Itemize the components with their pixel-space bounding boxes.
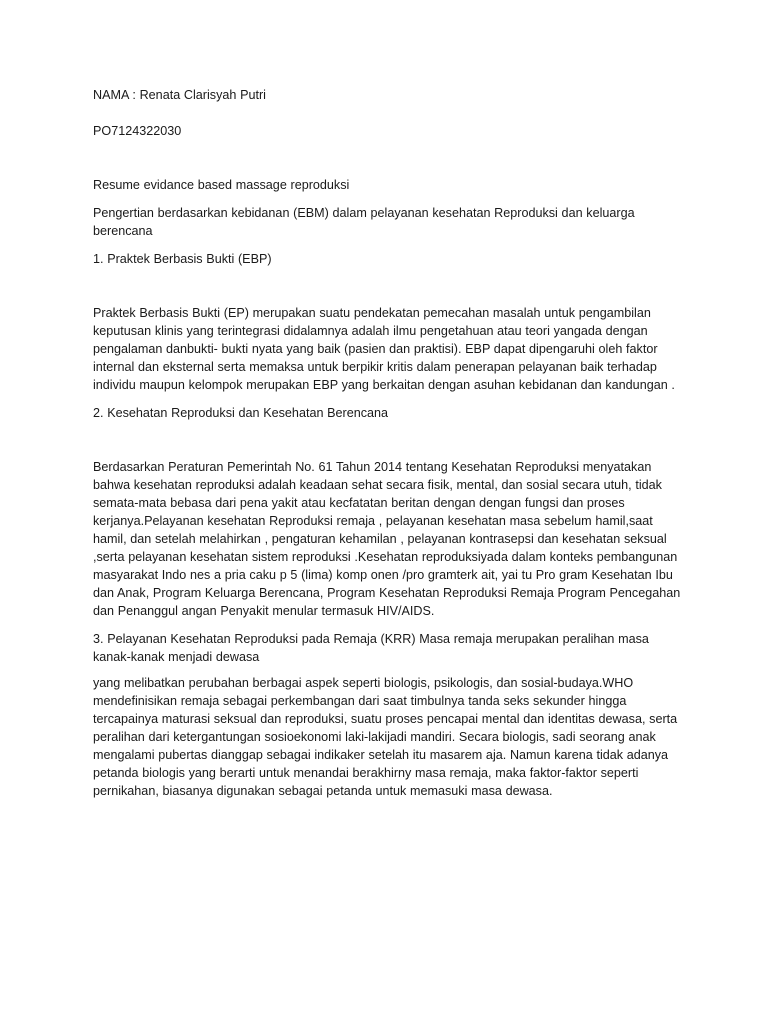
name-line: NAMA : Renata Clarisyah Putri (93, 88, 266, 102)
section3-body: yang melibatkan perubahan berbagai aspek seperti biologis, psikologis, dan sosial-budaya.WHO mendefinisikan remaja sebagai perkembangan dari saat timbulnya tanda seks sekunder hingga tercapainya maturasi seksual dan reproduksi, suatu proses pencapai mental dan identitas dewasa, serta peralihan dari ketergantungan sosioekonomi laki-lakijadi mandiri. Secara biologis, sadi seorang anak mengalami pubertas dianggap sebagai indikaker setelah itu masarem aja. Namun karena tidak adanya petanda biologis yang berarti untuk menandai berakhirny masa remaja, maka faktor-faktor seperti pernikahan, biasanya digunakan sebagai petanda untuk memasuki masa dewasa. (93, 676, 678, 798)
document-content (93, 86, 683, 800)
section2-heading: 2. Kesehatan Reproduksi dan Kesehatan Berencana (93, 406, 389, 420)
section3-heading: 3. Pelayanan Kesehatan Reproduksi pada Remaja (KRR) Masa remaja merupakan peralihan masa kanak-kanak menjadi dewasa (93, 632, 649, 664)
definition-paragraph: Pengertian berdasarkan kebidanan (EBM) dalam pelayanan kesehatan Reproduksi dan keluarga berencana (93, 206, 635, 238)
student-id-line: PO7124322030 (93, 124, 182, 138)
section1-heading: 1. Praktek Berbasis Bukti (EBP) (93, 252, 272, 266)
document-title: Resume evidance based massage reproduksi (93, 178, 350, 192)
section1-body: Praktek Berbasis Bukti (EP) merupakan suatu pendekatan pemecahan masalah untuk pengambilan keputusan klinis yang terintegrasi didalamnya adalah ilmu pengetahuan atau teori yangada dengan pengalaman danbukti- bukti nyata yang baik (pasien dan praktisi). EBP dapat dipengaruhi oleh faktor internal dan eksternal serta memaksa untuk berpikir kritis dalam penerapan pelayanan baik terhadap individu maupun kelompok merupakan EBP yang berkaitan dengan asuhan kebidanan dan kandungan . (93, 306, 675, 392)
section2-body: Berdasarkan Peraturan Pemerintah No. 61 Tahun 2014 tentang Kesehatan Reproduksi menyatakan bahwa kesehatan reproduksi adalah keadaan sehat secara fisik, mental, dan sosial secara utuh, tidak semata-mata bebasa dari pena yakit atau kecfatatan beritan dengan dengan fungsi dan proses kerjanya.Pelayanan kesehatan Reproduksi remaja , pelayanan kesehatan masa sebelum hamil,saat hamil, dan setelah melahirkan , pengaturan kehamilan , pelayanan kontrasepsi dan kesehatan seksual ,serta pelayanan kesehatan sistem reproduksi .Kesehatan reproduksiyada dalam konteks pembangunan masyarakat Indo nes a pria caku p 5 (lima) komp onen /pro gramterk ait, yai tu Pro gram Kesehatan Ibu dan Anak, Program Keluarga Berencana, Program Kesehatan Reproduksi Remaja Program Pencegahan dan Penanggul angan Penyakit menular termasuk HIV/AIDS. (93, 460, 681, 618)
